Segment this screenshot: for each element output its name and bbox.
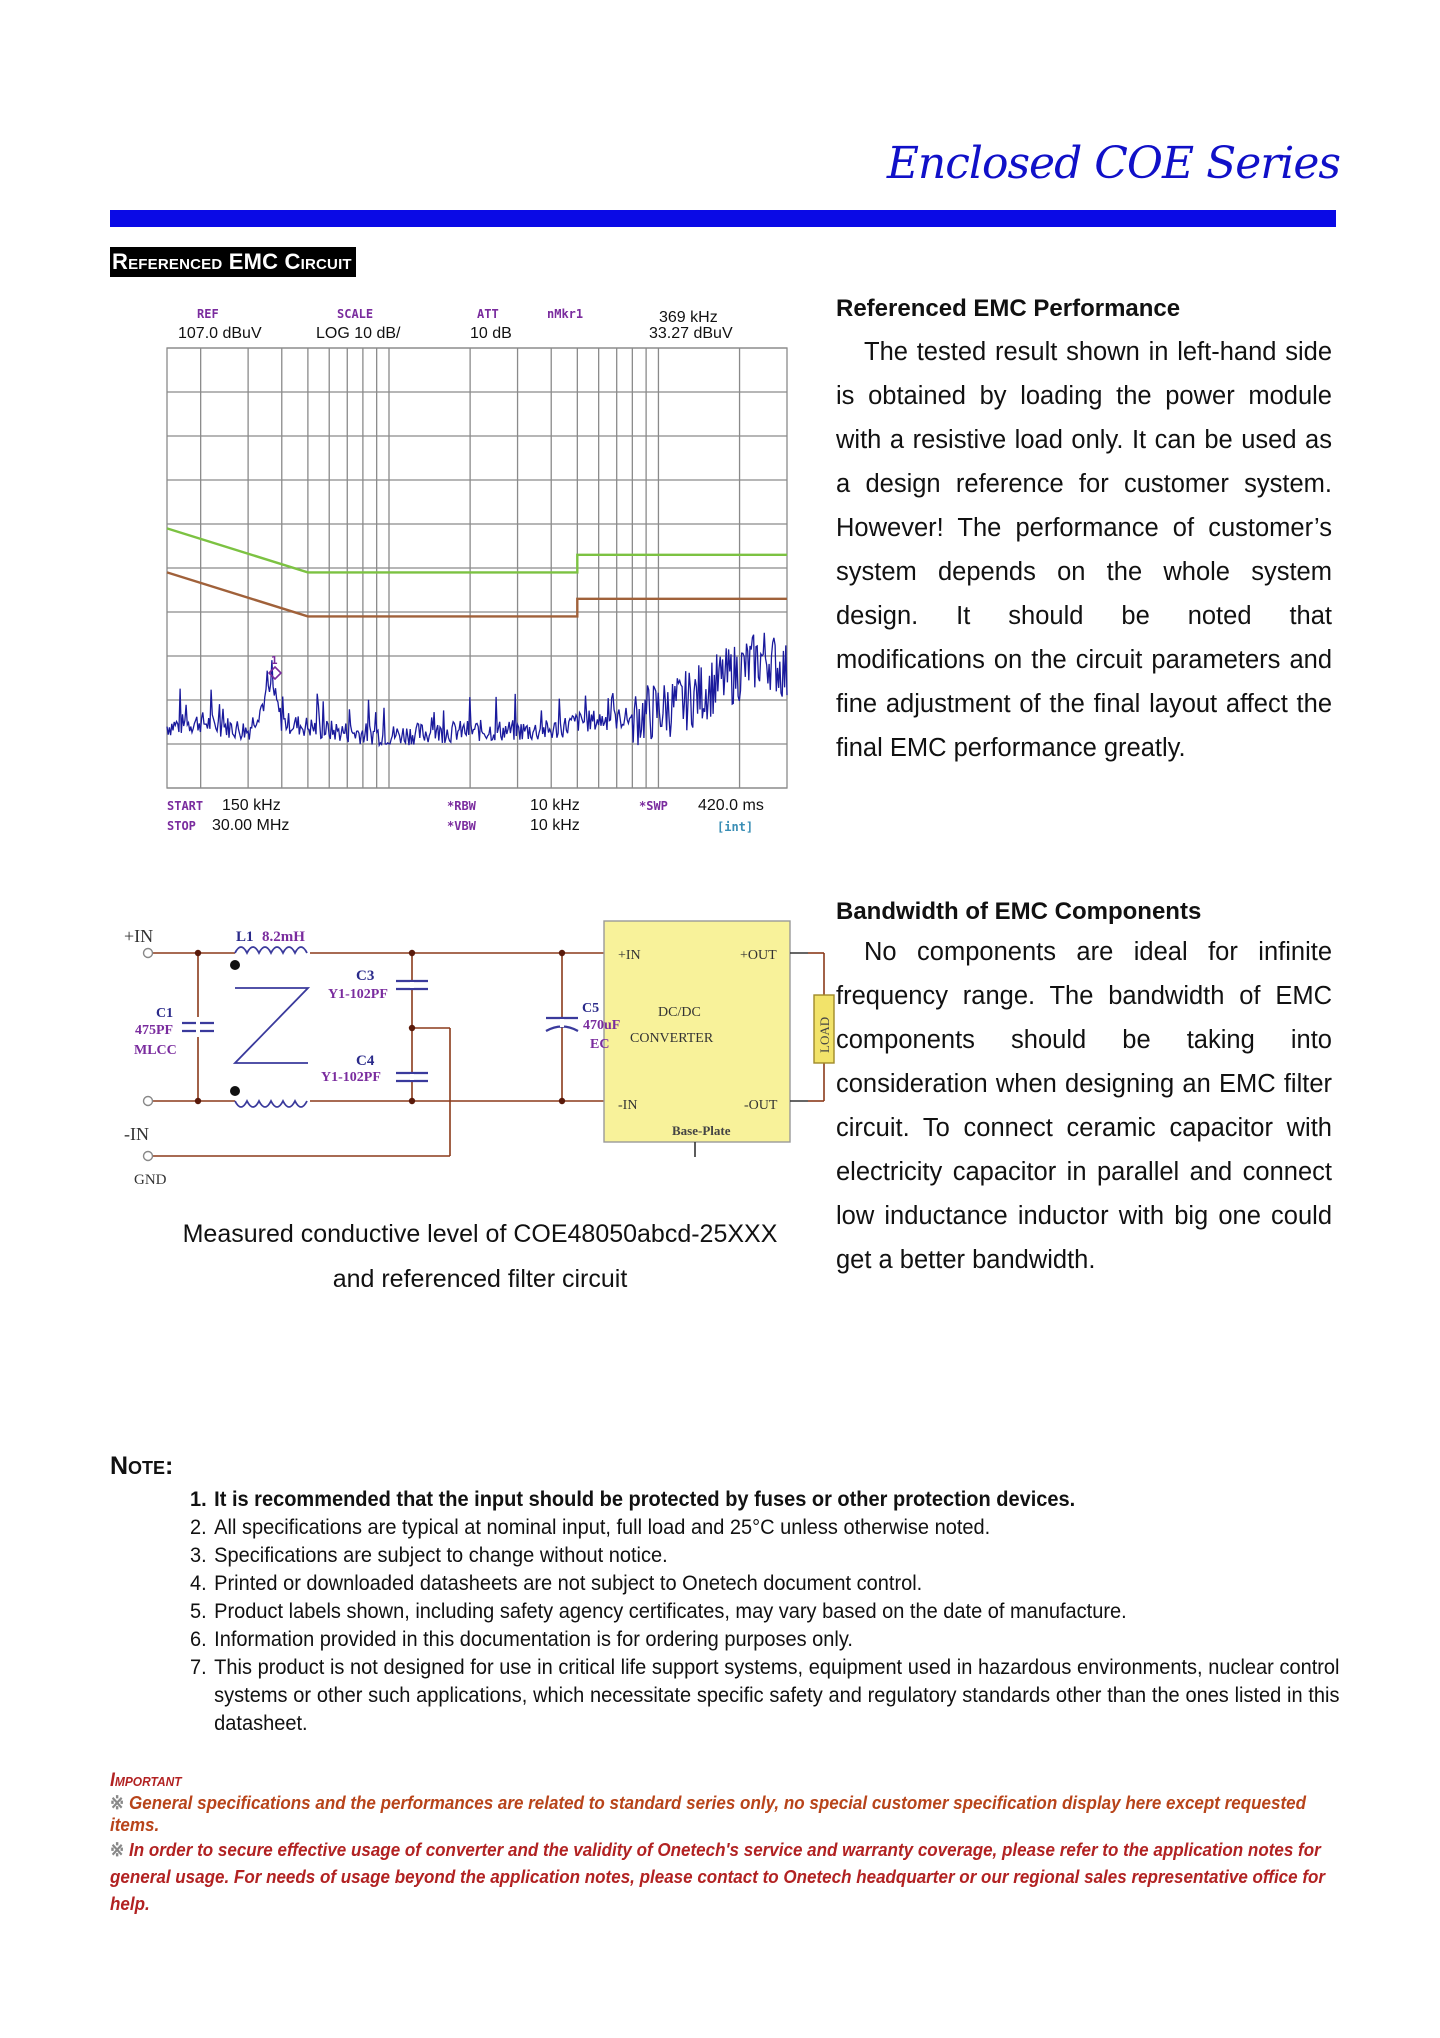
performance-body: The tested result shown in left-hand side is obtained by loading the power module with a resistive load only. It can be used as a design reference for customer system. However! The performance of customer’s system depends on the whole system design. It should be noted that modifications on the circuit parameters and fine adjustment of the final layout affect the final EMC performance greatly. [836, 338, 1332, 762]
note-item: 5. Product labels shown, including safety agency certificates, may vary based on the date of manufacture. [190, 1599, 1127, 1623]
performance-heading: Referenced EMC Performance [836, 295, 1181, 322]
svg-text:EC: EC [590, 1037, 610, 1052]
att-label: ATT [477, 307, 499, 321]
svg-text:C5: C5 [582, 1001, 600, 1016]
svg-text:475PF: 475PF [135, 1023, 174, 1038]
vbw-value: 10 kHz [530, 817, 580, 834]
svg-text:C3: C3 [356, 968, 375, 984]
rbw-value: 10 kHz [530, 797, 580, 814]
svg-text:+IN: +IN [124, 926, 154, 946]
svg-text:CONVERTER: CONVERTER [630, 1031, 714, 1046]
note-item: 4. Printed or downloaded datasheets are not subject to Onetech document control. [190, 1571, 923, 1595]
vbw-label: *VBW [447, 819, 476, 833]
series-title: Enclosed COE Series [886, 138, 1340, 189]
spectrum-plot [160, 300, 800, 840]
reference-mark-icon: ※ [110, 1792, 125, 1813]
svg-text:MLCC: MLCC [134, 1043, 177, 1058]
svg-text:Base-Plate: Base-Plate [672, 1123, 731, 1138]
important-para-1: ※ General specifications and the performances are related to standard series only, no special customer specification display here except requested items. [110, 1792, 1307, 1835]
svg-text:Y1-102PF: Y1-102PF [321, 1070, 381, 1085]
marker-value: 33.27 dBuV [649, 325, 733, 342]
stop-value: 30.00 MHz [212, 817, 290, 834]
reference-mark-icon: ※ [110, 1839, 125, 1860]
notes-list [190, 1485, 1339, 1737]
svg-text:1: 1 [271, 654, 278, 667]
svg-text:-IN: -IN [618, 1098, 638, 1113]
note-item: 1. It is recommended that the input should be protected by fuses or other protection devices. [190, 1487, 1076, 1511]
emc-filter-schematic [110, 905, 840, 1205]
svg-text:GND: GND [134, 1172, 167, 1188]
header-divider-bar [110, 210, 1336, 227]
sweep-label: *SWP [639, 799, 668, 813]
sweep-value: 420.0 ms [698, 797, 764, 814]
important-para-2: ※ In order to secure effective usage of converter and the validity of Onetech's service and warranty coverage, please refer to the application notes for general usage. For needs of usage beyond the application notes, please contact to Onetech headquarter or our regional sales representative office for help. [110, 1839, 1326, 1914]
stop-label: STOP [167, 819, 196, 833]
start-value: 150 kHz [222, 797, 281, 814]
svg-text:+IN: +IN [618, 948, 641, 963]
ref-label: REF [197, 307, 219, 321]
section-title: Referenced EMC Circuit [110, 247, 356, 277]
scale-label: SCALE [337, 307, 374, 321]
figure-caption-line1: Measured conductive level of COE48050abcd-25XXX [182, 1220, 778, 1248]
important-heading: Important [110, 1770, 182, 1791]
note-item: 3. Specifications are subject to change without notice. [190, 1543, 668, 1567]
sweep-mode: [int] [717, 820, 754, 834]
note-item: 7. This product is not designed for use in critical life support systems, equipment used in hazardous environments, nuclear control systems or other such applications, which necessitate specific safety and regulatory standards other than the ones listed in this datasheet. [190, 1655, 1340, 1735]
svg-text:C1: C1 [156, 1006, 174, 1021]
inductor-l1-icon [235, 947, 308, 1107]
start-label: START [167, 799, 204, 813]
bandwidth-heading: Bandwidth of EMC Components [836, 898, 1202, 925]
svg-text:Y1-102PF: Y1-102PF [328, 987, 388, 1002]
marker-frequency: 369 kHz [659, 309, 718, 326]
emc-spectrum-chart [160, 300, 800, 840]
svg-text:8.2mH: 8.2mH [262, 929, 305, 945]
important-block [110, 1770, 1343, 1917]
svg-text:-IN: -IN [124, 1124, 149, 1144]
svg-text:LOAD: LOAD [817, 1016, 832, 1053]
bandwidth-body: No components are ideal for infinite frequency range. The bandwidth of EMC components should be taking into consideration when designing an EMC filter circuit. To connect ceramic capacitor with electricity capacitor in parallel and connect low inductance inductor with big one could get a better bandwidth. [836, 938, 1332, 1274]
svg-text:+OUT: +OUT [740, 948, 777, 963]
svg-text:-OUT: -OUT [744, 1098, 778, 1113]
svg-text:DC/DC: DC/DC [658, 1005, 701, 1020]
ref-value: 107.0 dBuV [178, 325, 262, 342]
marker-1 [269, 654, 281, 679]
svg-text:C4: C4 [356, 1053, 375, 1069]
att-value: 10 dB [470, 325, 512, 342]
scale-value: LOG 10 dB/ [316, 325, 401, 342]
svg-text:470uF: 470uF [583, 1018, 621, 1033]
figure-caption-line2: and referenced filter circuit [332, 1265, 628, 1293]
svg-text:L1: L1 [236, 929, 254, 945]
note-item: 6. Information provided in this documentation is for ordering purposes only. [190, 1627, 853, 1651]
note-item: 2. All specifications are typical at nominal input, full load and 25°C unless otherwise noted. [190, 1515, 991, 1539]
notes-heading: Note: [110, 1452, 174, 1480]
marker-label: nMkr1 [547, 307, 584, 321]
rbw-label: *RBW [447, 799, 476, 813]
